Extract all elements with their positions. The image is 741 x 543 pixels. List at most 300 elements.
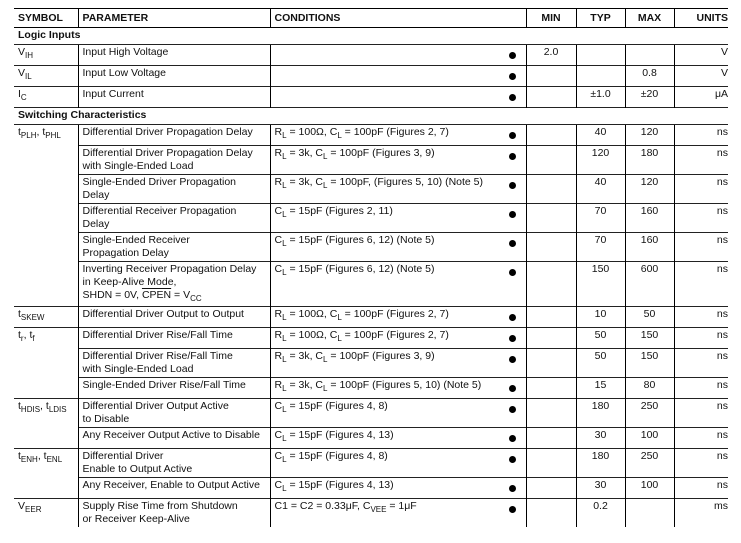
full-temp-range-bullet-cell — [500, 66, 526, 87]
symbol-subscript-b: f — [32, 334, 35, 344]
parameter-cell — [78, 233, 270, 262]
min-cell — [526, 125, 576, 146]
bullet-icon — [509, 456, 516, 463]
full-temp-range-bullet-cell — [500, 449, 526, 478]
electrical-characteristics-table — [14, 8, 728, 527]
full-temp-range-bullet-cell — [500, 45, 526, 66]
symbol-cell — [14, 45, 78, 66]
max-cell: 160 — [625, 204, 674, 233]
full-temp-range-bullet-cell — [500, 399, 526, 428]
bullet-icon — [509, 94, 516, 101]
conditions-text: C — [274, 234, 283, 246]
section-title: Logic Inputs — [14, 28, 728, 45]
min-cell — [526, 499, 576, 528]
full-temp-range-bullet-cell — [500, 307, 526, 328]
conditions-text-b: = 100Ω, C — [286, 126, 338, 138]
max-cell: 120 — [625, 125, 674, 146]
table-row — [14, 204, 728, 233]
parameter-cell — [78, 478, 270, 499]
symbol-text: V — [18, 67, 26, 79]
symbol-cell — [14, 378, 78, 399]
conditions-text: C — [274, 450, 283, 463]
conditions-text: R — [274, 176, 283, 188]
table-row — [14, 478, 728, 499]
units-cell: ns — [674, 233, 728, 262]
max-cell: 80 — [625, 378, 674, 399]
conditions-cell — [270, 499, 500, 528]
conditions-text-c: = 100pF (Figures 5, 10) (Note 5) — [327, 379, 482, 392]
symbol-text-b: t — [43, 450, 47, 463]
conditions-text-b: = 3k, C — [286, 147, 324, 159]
max-cell: ±20 — [625, 87, 674, 108]
conditions-subscript: L — [282, 239, 287, 249]
conditions-subscript-b: L — [337, 313, 342, 323]
header-symbol: SYMBOL — [14, 9, 78, 28]
header-parameter: PARAMETER — [78, 9, 270, 28]
full-temp-range-bullet-cell — [500, 125, 526, 146]
symbol-subscript: EER — [25, 505, 42, 515]
symbol-subscript: SKEW — [20, 313, 45, 323]
conditions-subscript-b: L — [337, 334, 342, 344]
bullet-icon — [509, 153, 516, 160]
symbol-text: t — [18, 450, 21, 463]
symbol-subscript: r — [20, 334, 24, 344]
typ-cell: 30 — [576, 428, 625, 449]
conditions-text-c: = 100pF (Figures 2, 7) — [341, 126, 449, 138]
conditions-subscript: L — [282, 455, 287, 465]
header-units: UNITS — [674, 9, 728, 28]
parameter-subscript: CC — [190, 294, 202, 304]
units-cell: ns — [674, 175, 728, 204]
typ-cell: 70 — [576, 233, 625, 262]
symbol-cell — [14, 499, 78, 528]
conditions-subscript: L — [282, 181, 287, 191]
parameter-text: Input Low Voltage — [82, 67, 166, 79]
conditions-subscript: L — [282, 484, 287, 494]
max-cell: 160 — [625, 233, 674, 262]
conditions-text-c: = 15pF (Figures 4, 8) — [286, 450, 388, 463]
units-cell: ns — [674, 328, 728, 349]
conditions-text: R — [274, 329, 283, 342]
bullet-icon — [509, 385, 516, 392]
max-cell: 0.8 — [625, 66, 674, 87]
conditions-subscript: L — [282, 384, 287, 394]
header-row — [14, 9, 728, 28]
parameter-text: Differential Driver Propagation Delay — [82, 147, 253, 159]
typ-cell: 50 — [576, 328, 625, 349]
typ-cell: ±1.0 — [576, 87, 625, 108]
max-cell: 50 — [625, 307, 674, 328]
header-min: MIN — [526, 9, 576, 28]
conditions-subscript-b: L — [337, 131, 342, 141]
units-cell: ns — [674, 428, 728, 449]
bullet-icon — [509, 406, 516, 413]
typ-cell — [576, 66, 625, 87]
section-logic-inputs — [14, 28, 728, 45]
typ-cell: 15 — [576, 378, 625, 399]
full-temp-range-bullet-cell — [500, 233, 526, 262]
max-cell: 100 — [625, 428, 674, 449]
table-row — [14, 449, 728, 478]
parameter-text: Differential Driver Rise/Fall Time — [82, 350, 233, 363]
symbol-text: t — [18, 308, 21, 321]
conditions-text: C — [274, 479, 283, 492]
conditions-subscript: L — [282, 405, 287, 415]
parameter-cell — [78, 428, 270, 449]
bullet-icon — [509, 506, 516, 513]
full-temp-range-bullet-cell — [500, 146, 526, 175]
conditions-text: C — [274, 400, 283, 413]
units-cell: ns — [674, 125, 728, 146]
conditions-subscript: L — [282, 210, 287, 220]
units-cell: ms — [674, 499, 728, 528]
parameter-cell — [78, 399, 270, 428]
typ-cell: 0.2 — [576, 499, 625, 528]
typ-cell: 40 — [576, 125, 625, 146]
parameter-text-2: to Disable — [82, 413, 130, 426]
parameter-cell — [78, 378, 270, 399]
conditions-subscript: L — [282, 334, 287, 344]
parameter-text: Single-Ended Driver Rise/Fall Time — [82, 379, 246, 392]
typ-cell: 70 — [576, 204, 625, 233]
bullet-icon — [509, 356, 516, 363]
units-cell: V — [674, 66, 728, 87]
parameter-text-2: Propagation Delay — [82, 247, 169, 259]
typ-cell: 120 — [576, 146, 625, 175]
table-row — [14, 175, 728, 204]
symbol-text: t — [18, 126, 21, 138]
conditions-cell — [270, 328, 500, 349]
conditions-text: C — [274, 429, 283, 442]
units-cell: ns — [674, 307, 728, 328]
conditions-text-c: = 1μF — [386, 500, 417, 513]
typ-cell: 30 — [576, 478, 625, 499]
symbol-text: V — [18, 500, 26, 513]
units-cell: ns — [674, 262, 728, 307]
symbol-subscript-b: LDIS — [48, 405, 67, 415]
parameter-cell — [78, 349, 270, 378]
typ-cell: 10 — [576, 307, 625, 328]
conditions-subscript: L — [282, 131, 287, 141]
symbol-subscript: ENH — [20, 455, 38, 465]
typ-cell: 40 — [576, 175, 625, 204]
parameter-cell — [78, 66, 270, 87]
min-cell — [526, 349, 576, 378]
full-temp-range-bullet-cell — [500, 428, 526, 449]
conditions-text-b: = 100Ω, C — [286, 308, 338, 321]
parameter-text-2: Enable to Output Active — [82, 463, 193, 476]
parameter-text-2: in Keep-Alive Mode, — [82, 276, 177, 288]
bullet-icon — [509, 52, 516, 59]
parameter-cell — [78, 175, 270, 204]
min-cell — [526, 449, 576, 478]
max-cell — [625, 45, 674, 66]
symbol-cell — [14, 175, 78, 204]
symbol-cell: $t_{HDIS}$, $t_{LDIS}$ — [14, 399, 78, 428]
conditions-text: C — [274, 263, 283, 275]
conditions-text: R — [274, 126, 283, 138]
conditions-text-c: = 100pF (Figures 2, 7) — [341, 329, 449, 342]
conditions-cell — [270, 146, 500, 175]
full-temp-range-bullet-cell — [500, 87, 526, 108]
conditions-text-c: = 15pF (Figures 6, 12) (Note 5) — [286, 263, 435, 275]
table-row — [14, 378, 728, 399]
symbol-subscript-b: PHL — [45, 131, 61, 141]
typ-cell: 150 — [576, 262, 625, 307]
parameter-text: Differential Receiver Propagation Delay — [82, 205, 237, 230]
max-cell: 250 — [625, 449, 674, 478]
bullet-icon — [509, 335, 516, 342]
parameter-cell — [78, 328, 270, 349]
typ-cell: 180 — [576, 399, 625, 428]
parameter-text-2: or Receiver Keep-Alive — [82, 513, 190, 526]
conditions-cell — [270, 307, 500, 328]
section-switching — [14, 108, 728, 125]
symbol-subscript: C — [20, 93, 27, 103]
full-temp-range-bullet-cell — [500, 328, 526, 349]
symbol-cell — [14, 478, 78, 499]
conditions-subscript-b: L — [323, 152, 328, 162]
conditions-text: R — [274, 350, 283, 363]
parameter-text: Supply Rise Time from Shutdown — [82, 500, 238, 513]
units-cell: ns — [674, 146, 728, 175]
conditions-subscript-b: L — [323, 384, 328, 394]
symbol-subscript: HDIS — [20, 405, 41, 415]
bullet-icon — [509, 73, 516, 80]
typ-cell: 50 — [576, 349, 625, 378]
conditions-cell — [270, 87, 500, 108]
conditions-text-c: = 15pF (Figures 4, 13) — [286, 479, 394, 492]
conditions-text: R — [274, 379, 283, 392]
parameter-text-3-tail: = V — [171, 289, 191, 301]
parameter-text: Inverting Receiver Propagation Delay — [82, 263, 257, 275]
conditions-cell — [270, 45, 500, 66]
conditions-text: C — [274, 205, 283, 217]
symbol-cell — [14, 87, 78, 108]
conditions-text-c: = 100pF (Figures 3, 9) — [327, 350, 435, 363]
parameter-text: Any Receiver Output Active to Disable — [82, 429, 260, 442]
bullet-icon — [509, 435, 516, 442]
parameter-text: Input Current — [82, 88, 144, 100]
units-cell: ns — [674, 478, 728, 499]
table-row — [14, 499, 728, 528]
conditions-cell — [270, 66, 500, 87]
table-row — [14, 428, 728, 449]
conditions-text-c: = 100pF (Figures 2, 7) — [341, 308, 449, 321]
table-row — [14, 262, 728, 307]
conditions-text-c: = 100pF (Figures 3, 9) — [327, 147, 435, 159]
symbol-text-b: t — [42, 126, 46, 138]
parameter-text: Single-Ended Receiver — [82, 234, 190, 246]
full-temp-range-bullet-cell — [500, 175, 526, 204]
conditions-cell — [270, 204, 500, 233]
table-row — [14, 66, 728, 87]
conditions-subscript: L — [282, 313, 287, 323]
table-row — [14, 328, 728, 349]
parameter-text-2: with Single-Ended Load — [82, 363, 194, 376]
parameter-cell — [78, 45, 270, 66]
symbol-cell — [14, 204, 78, 233]
min-cell — [526, 307, 576, 328]
table-row — [14, 45, 728, 66]
max-cell: 120 — [625, 175, 674, 204]
conditions-subscript: L — [282, 355, 287, 365]
conditions-cell — [270, 125, 500, 146]
conditions-subscript: L — [282, 268, 287, 278]
max-cell — [625, 499, 674, 528]
min-cell — [526, 262, 576, 307]
min-cell — [526, 233, 576, 262]
conditions-text-b: = 3k, C — [286, 379, 324, 392]
table-row — [14, 233, 728, 262]
conditions-cell — [270, 399, 500, 428]
symbol-cell — [14, 428, 78, 449]
parameter-text: Differential Driver Output Active — [82, 400, 229, 413]
parameter-text: Differential Driver Rise/Fall Time — [82, 329, 233, 342]
parameter-text-3: SHDN = 0V, — [82, 289, 142, 301]
conditions-text: R — [274, 147, 283, 159]
full-temp-range-bullet-cell — [500, 262, 526, 307]
min-cell — [526, 66, 576, 87]
full-temp-range-bullet-cell — [500, 478, 526, 499]
table-row — [14, 87, 728, 108]
symbol-cell — [14, 66, 78, 87]
table-row — [14, 125, 728, 146]
conditions-subscript: L — [282, 152, 287, 162]
conditions-text: C1 = C2 = 0.33μF, C — [274, 500, 371, 513]
parameter-cell — [78, 87, 270, 108]
parameter-cell — [78, 125, 270, 146]
typ-cell — [576, 45, 625, 66]
section-title: Switching Characteristics — [14, 108, 728, 125]
conditions-cell — [270, 478, 500, 499]
min-cell: 2.0 — [526, 45, 576, 66]
min-cell — [526, 328, 576, 349]
max-cell: 250 — [625, 399, 674, 428]
max-cell: 180 — [625, 146, 674, 175]
symbol-cell: $t_r$, $t_f$ — [14, 328, 78, 349]
parameter-text: Differential Driver Output to Output — [82, 308, 244, 321]
bullet-icon — [509, 314, 516, 321]
parameter-text: Differential Driver Propagation Delay — [82, 126, 253, 138]
table-row — [14, 146, 728, 175]
conditions-text-c: = 15pF (Figures 6, 12) (Note 5) — [286, 234, 435, 246]
units-cell: μA — [674, 87, 728, 108]
min-cell — [526, 146, 576, 175]
max-cell: 150 — [625, 328, 674, 349]
parameter-text-3-overline: CPEN — [141, 289, 172, 301]
conditions-cell — [270, 449, 500, 478]
symbol-cell — [14, 349, 78, 378]
conditions-subscript-b: L — [323, 181, 328, 191]
min-cell — [526, 204, 576, 233]
symbol-cell — [14, 262, 78, 307]
typ-cell: 180 — [576, 449, 625, 478]
min-cell — [526, 87, 576, 108]
conditions-cell — [270, 175, 500, 204]
symbol-text: I — [18, 88, 21, 100]
units-cell: ns — [674, 349, 728, 378]
parameter-text: Differential Driver — [82, 450, 164, 463]
parameter-cell — [78, 449, 270, 478]
units-cell: V — [674, 45, 728, 66]
parameter-text: Any Receiver, Enable to Output Active — [82, 479, 260, 492]
conditions-subscript: VEE — [370, 505, 387, 515]
conditions-text-b: = 3k, C — [286, 176, 324, 188]
max-cell: 600 — [625, 262, 674, 307]
parameter-cell — [78, 146, 270, 175]
max-cell: 100 — [625, 478, 674, 499]
units-cell: ns — [674, 378, 728, 399]
conditions-cell — [270, 262, 500, 307]
min-cell — [526, 478, 576, 499]
header-max: MAX — [625, 9, 674, 28]
bullet-icon — [509, 211, 516, 218]
conditions-cell — [270, 349, 500, 378]
symbol-text: t — [18, 400, 21, 413]
max-cell: 150 — [625, 349, 674, 378]
table-row — [14, 307, 728, 328]
symbol-cell: $t_{ENH}$, $t_{ENL}$ — [14, 449, 78, 478]
min-cell — [526, 428, 576, 449]
symbol-subscript: PLH — [20, 131, 37, 141]
header-dot — [500, 9, 526, 28]
parameter-cell — [78, 499, 270, 528]
symbol-text-b: t — [29, 329, 33, 342]
units-cell: ns — [674, 204, 728, 233]
symbol-cell: $t_{PLH}$, $t_{PHL}$ — [14, 125, 78, 146]
parameter-cell — [78, 262, 270, 307]
conditions-text-b: = 100Ω, C — [286, 329, 338, 342]
parameter-cell — [78, 204, 270, 233]
header-conditions: CONDITIONS — [270, 9, 500, 28]
bullet-icon — [509, 132, 516, 139]
table-row — [14, 349, 728, 378]
symbol-cell — [14, 307, 78, 328]
units-cell: ns — [674, 449, 728, 478]
conditions-text-c: = 15pF (Figures 4, 13) — [286, 429, 394, 442]
bullet-icon — [509, 240, 516, 247]
min-cell — [526, 175, 576, 204]
conditions-subscript: L — [282, 434, 287, 444]
units-cell: ns — [674, 399, 728, 428]
symbol-cell — [14, 233, 78, 262]
min-cell — [526, 399, 576, 428]
conditions-cell — [270, 233, 500, 262]
symbol-subscript-b: ENL — [46, 455, 63, 465]
conditions-text-b: = 3k, C — [286, 350, 324, 363]
full-temp-range-bullet-cell — [500, 499, 526, 528]
conditions-text-c: = 100pF, (Figures 5, 10) (Note 5) — [327, 176, 484, 188]
symbol-text: V — [18, 46, 26, 58]
full-temp-range-bullet-cell — [500, 378, 526, 399]
conditions-text: R — [274, 308, 283, 321]
symbol-cell — [14, 146, 78, 175]
conditions-text-c: = 15pF (Figures 2, 11) — [286, 205, 393, 217]
conditions-text-c: = 15pF (Figures 4, 8) — [286, 400, 388, 413]
parameter-text-2: with Single-Ended Load — [82, 160, 194, 172]
symbol-subscript: IL — [25, 72, 32, 82]
symbol-subscript: IH — [25, 51, 34, 61]
parameter-text: Single-Ended Driver Propagation Delay — [82, 176, 237, 201]
parameter-text: Input High Voltage — [82, 46, 169, 58]
symbol-text-b: t — [45, 400, 49, 413]
conditions-subscript-b: L — [323, 355, 328, 365]
conditions-cell — [270, 378, 500, 399]
bullet-icon — [509, 485, 516, 492]
table-row — [14, 399, 728, 428]
conditions-cell — [270, 428, 500, 449]
